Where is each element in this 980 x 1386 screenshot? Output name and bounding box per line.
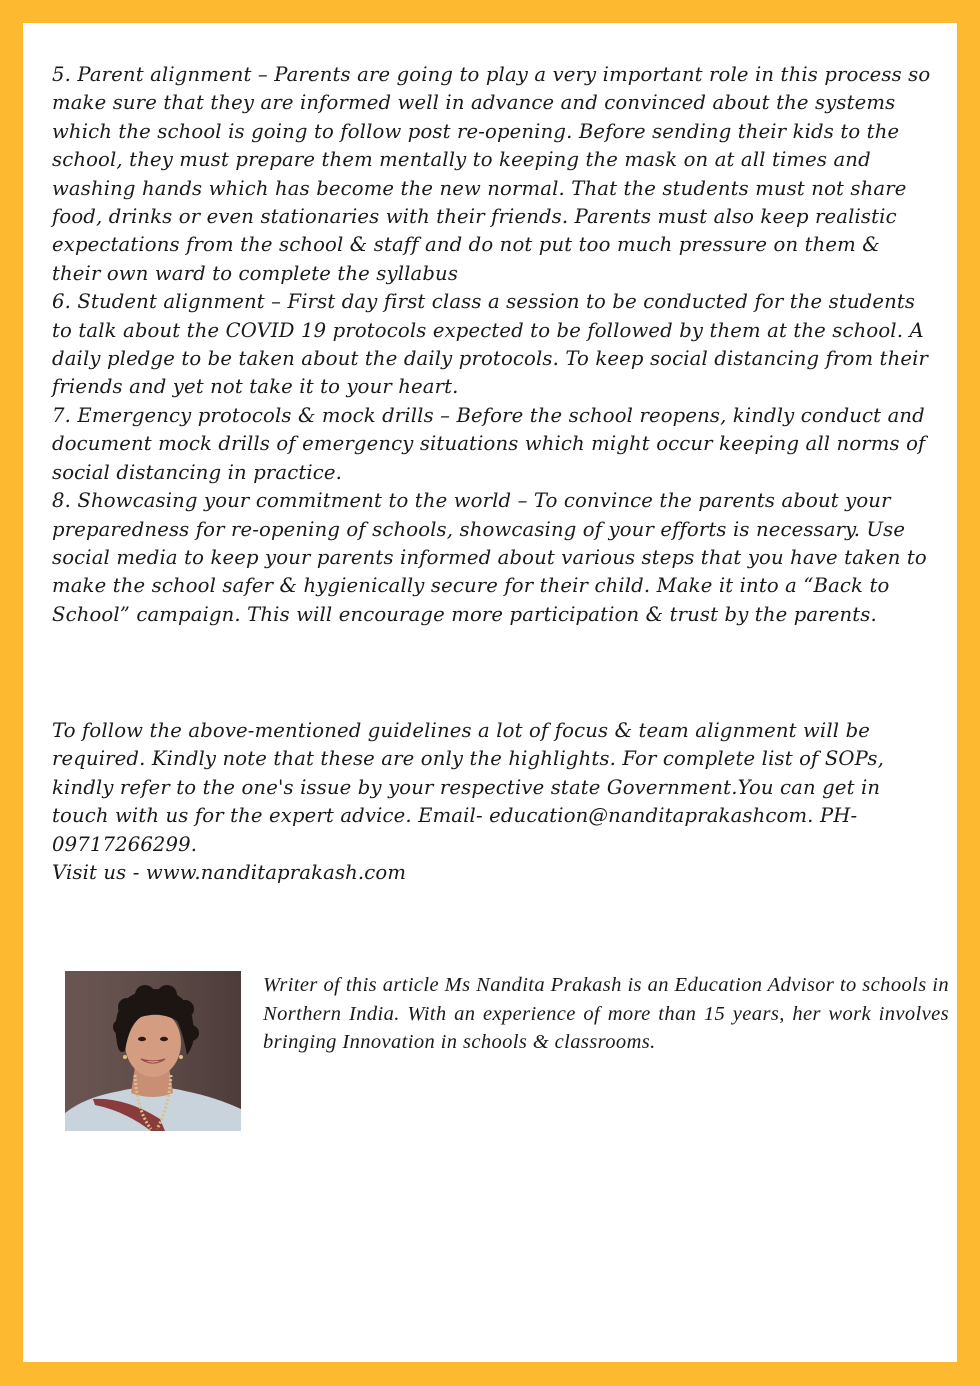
author-bio: [263, 971, 949, 1057]
point-emergency-protocols: 7. Emergency protocols & mock drills – Before the school reopens, kindly conduct and document mock drills of emergency situations which might occur keeping all norms of social distancing in practice.: [52, 403, 926, 484]
visit-website-line: Visit us - www.nanditaprakash.com: [52, 861, 407, 885]
point-showcasing-commitment: 8. Showcasing your commitment to the world – To convince the parents about your preparedness for re-opening of schools, showcasing of your efforts is necessary. Use social media to keep your parents informed about various steps that you have taken to make the school safer & hygienically secure for their child. Make it into a “Back to School” campaign. This will encourage more participation & trust by the parents.: [52, 489, 927, 626]
closing-paragraph: To follow the above-mentioned guidelines a lot of focus & team alignment will be required. Kindly note that these are only the highlights. For complete list of SOPs, kindly refer to the one's issue by your respective state Government.You can get in touch with us for the expert advice. Email- education@nanditaprakashcom. PH- 09717266299.: [52, 719, 884, 856]
closing-note: [52, 717, 932, 887]
document-page: [23, 23, 957, 1362]
article-points: [52, 61, 932, 629]
portrait-illustration-icon: [65, 971, 241, 1131]
author-photo: [65, 971, 241, 1131]
point-student-alignment: 6. Student alignment – First day first class a session to be conducted for the students to talk about the COVID 19 protocols expected to be followed by them at the school. A daily pledge to be taken about the daily protocols. To keep social distancing from their friends and yet not take it to your heart.: [52, 290, 929, 399]
point-parent-alignment: 5. Parent alignment – Parents are going to play a very important role in this process so make sure that they are informed well in advance and convinced about the systems which the school is going to follow post re-opening. Before sending their kids to the school, they must prepare them mentally to keeping the mask on at all times and washing hands which has become the new normal. That the students must not share food, drinks or even stationaries with their friends. Parents must also keep realistic expectations from the school & staff and do not put too much pressure on them & their own ward to complete the syllabus: [52, 63, 931, 285]
author-bio-text: Writer of this article Ms Nandita Prakash is an Education Advisor to schools in Northern India. With an experience of more than 15 years, her work involves bringing Innovation in schools & classrooms.: [263, 974, 949, 1054]
